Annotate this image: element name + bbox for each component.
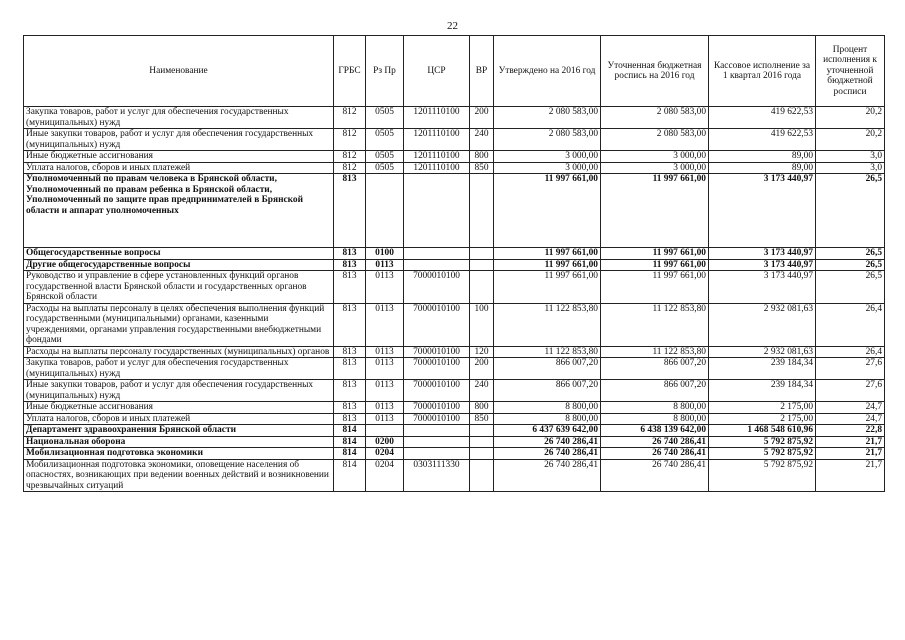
cell-percent: 21,7	[816, 436, 885, 448]
cell-percent: 20,2	[816, 107, 885, 129]
cell-revised: 866 007,20	[601, 358, 709, 380]
header-percent: Процент исполнения к уточненной бюджетной росписи	[816, 36, 885, 107]
cell-cash: 419 622,53	[709, 107, 816, 129]
cell-grbs: 813	[334, 259, 366, 271]
cell-grbs: 813	[334, 358, 366, 380]
cell-rzpr: 0100	[366, 248, 404, 260]
table-row	[24, 459, 885, 492]
cell-csr: 7000010100	[404, 380, 470, 402]
cell-csr: 1201110100	[404, 107, 470, 129]
header-grbs: ГРБС	[334, 36, 366, 107]
cell-grbs: 812	[334, 107, 366, 129]
cell-percent: 26,5	[816, 271, 885, 304]
cell-approved: 11 997 661,00	[494, 248, 601, 260]
cell-rzpr: 0113	[366, 271, 404, 304]
cell-rzpr: 0505	[366, 107, 404, 129]
cell-percent: 24,7	[816, 413, 885, 425]
cell-name: Иные закупки товаров, работ и услуг для обеспечения государственных (муниципальных) нужд	[24, 129, 334, 151]
cell-cash: 3 173 440,97	[709, 259, 816, 271]
cell-vr: 850	[470, 413, 494, 425]
cell-vr	[470, 448, 494, 460]
cell-percent: 21,7	[816, 459, 885, 492]
cell-name: Закупка товаров, работ и услуг для обеспечения государственных (муниципальных) нужд	[24, 358, 334, 380]
cell-vr	[470, 248, 494, 260]
cell-cash: 5 792 875,92	[709, 459, 816, 492]
cell-csr: 7000010100	[404, 271, 470, 304]
cell-csr: 1201110100	[404, 162, 470, 174]
cell-cash: 2 175,00	[709, 413, 816, 425]
cell-approved: 866 007,20	[494, 380, 601, 402]
cell-percent: 22,8	[816, 425, 885, 437]
cell-vr: 120	[470, 346, 494, 358]
cell-rzpr: 0200	[366, 436, 404, 448]
cell-csr: 1201110100	[404, 151, 470, 163]
table-row	[24, 107, 885, 129]
cell-approved: 6 437 639 642,00	[494, 425, 601, 437]
cell-percent: 26,4	[816, 303, 885, 346]
cell-cash: 3 173 440,97	[709, 174, 816, 248]
cell-csr	[404, 448, 470, 460]
cell-name: Мобилизационная подготовка экономики, оповещение населения об опасностях, возникающих при ведении военных действий и возникновении чрезвычайных ситуаций	[24, 459, 334, 492]
table-body	[24, 107, 885, 492]
cell-name: Уплата налогов, сборов и иных платежей	[24, 162, 334, 174]
cell-revised: 3 000,00	[601, 151, 709, 163]
cell-approved: 11 997 661,00	[494, 271, 601, 304]
cell-rzpr: 0505	[366, 129, 404, 151]
cell-approved: 11 997 661,00	[494, 174, 601, 248]
cell-vr	[470, 174, 494, 248]
cell-cash: 89,00	[709, 151, 816, 163]
cell-rzpr: 0113	[366, 303, 404, 346]
cell-grbs: 814	[334, 448, 366, 460]
header-csr: ЦСР	[404, 36, 470, 107]
cell-revised: 11 122 853,80	[601, 303, 709, 346]
cell-vr	[470, 425, 494, 437]
cell-cash: 5 792 875,92	[709, 436, 816, 448]
cell-name: Мобилизационная подготовка экономики	[24, 448, 334, 460]
table-row	[24, 436, 885, 448]
cell-revised: 866 007,20	[601, 380, 709, 402]
header-name: Наименование	[24, 36, 334, 107]
cell-rzpr	[366, 174, 404, 248]
cell-revised: 11 997 661,00	[601, 271, 709, 304]
cell-approved: 3 000,00	[494, 162, 601, 174]
cell-cash: 2 932 081,63	[709, 303, 816, 346]
cell-revised: 26 740 286,41	[601, 448, 709, 460]
cell-rzpr: 0113	[366, 380, 404, 402]
cell-approved: 866 007,20	[494, 358, 601, 380]
cell-revised: 26 740 286,41	[601, 459, 709, 492]
cell-cash: 3 173 440,97	[709, 248, 816, 260]
cell-csr: 7000010100	[404, 402, 470, 414]
cell-csr	[404, 248, 470, 260]
cell-name: Национальная оборона	[24, 436, 334, 448]
cell-name: Уплата налогов, сборов и иных платежей	[24, 413, 334, 425]
cell-cash: 239 184,34	[709, 380, 816, 402]
cell-vr	[470, 459, 494, 492]
cell-revised: 26 740 286,41	[601, 436, 709, 448]
cell-rzpr: 0113	[366, 346, 404, 358]
cell-percent: 26,4	[816, 346, 885, 358]
page-number: 22	[447, 20, 458, 32]
cell-vr: 800	[470, 402, 494, 414]
cell-grbs: 813	[334, 303, 366, 346]
cell-rzpr: 0113	[366, 259, 404, 271]
cell-name: Департамент здравоохранения Брянской области	[24, 425, 334, 437]
table-row	[24, 129, 885, 151]
cell-cash: 419 622,53	[709, 129, 816, 151]
cell-grbs: 813	[334, 271, 366, 304]
cell-grbs: 813	[334, 413, 366, 425]
cell-cash: 2 932 081,63	[709, 346, 816, 358]
cell-csr: 0303111330	[404, 459, 470, 492]
table-row	[24, 346, 885, 358]
cell-grbs: 812	[334, 151, 366, 163]
cell-approved: 11 122 853,80	[494, 346, 601, 358]
cell-rzpr: 0204	[366, 448, 404, 460]
cell-percent: 3,0	[816, 162, 885, 174]
cell-name: Иные закупки товаров, работ и услуг для обеспечения государственных (муниципальных) нужд	[24, 380, 334, 402]
header-vr: ВР	[470, 36, 494, 107]
cell-grbs: 814	[334, 459, 366, 492]
cell-grbs: 812	[334, 129, 366, 151]
cell-cash: 3 173 440,97	[709, 271, 816, 304]
cell-rzpr: 0113	[366, 402, 404, 414]
cell-revised: 6 438 139 642,00	[601, 425, 709, 437]
cell-revised: 2 080 583,00	[601, 107, 709, 129]
cell-rzpr: 0505	[366, 162, 404, 174]
cell-revised: 8 800,00	[601, 402, 709, 414]
cell-csr: 7000010100	[404, 358, 470, 380]
cell-vr	[470, 271, 494, 304]
table-row	[24, 402, 885, 414]
cell-cash: 5 792 875,92	[709, 448, 816, 460]
header-row	[24, 36, 885, 107]
cell-name: Иные бюджетные ассигнования	[24, 151, 334, 163]
table-row	[24, 259, 885, 271]
cell-rzpr: 0204	[366, 459, 404, 492]
cell-approved: 2 080 583,00	[494, 107, 601, 129]
cell-revised: 3 000,00	[601, 162, 709, 174]
header-cash: Кассовое исполнение за 1 квартал 2016 года	[709, 36, 816, 107]
cell-csr: 7000010100	[404, 303, 470, 346]
cell-approved: 26 740 286,41	[494, 459, 601, 492]
cell-percent: 21,7	[816, 448, 885, 460]
cell-vr: 240	[470, 380, 494, 402]
cell-approved: 8 800,00	[494, 402, 601, 414]
cell-grbs: 812	[334, 162, 366, 174]
cell-approved: 11 997 661,00	[494, 259, 601, 271]
header-revised: Уточненная бюджетная роспись на 2016 год	[601, 36, 709, 107]
cell-rzpr: 0505	[366, 151, 404, 163]
cell-approved: 26 740 286,41	[494, 436, 601, 448]
cell-cash: 2 175,00	[709, 402, 816, 414]
cell-percent: 27,6	[816, 380, 885, 402]
cell-csr: 1201110100	[404, 129, 470, 151]
cell-grbs: 813	[334, 248, 366, 260]
cell-approved: 8 800,00	[494, 413, 601, 425]
table-row	[24, 162, 885, 174]
cell-csr: 7000010100	[404, 413, 470, 425]
cell-cash: 1 468 548 610,96	[709, 425, 816, 437]
cell-name: Руководство и управление в сфере установленных функций органов государственной власти Брянской области и государственных органов Брянской области	[24, 271, 334, 304]
cell-percent: 20,2	[816, 129, 885, 151]
table-row	[24, 425, 885, 437]
cell-vr: 200	[470, 107, 494, 129]
cell-approved: 11 122 853,80	[494, 303, 601, 346]
cell-vr	[470, 436, 494, 448]
cell-name: Общегосударственные вопросы	[24, 248, 334, 260]
cell-name: Другие общегосударственные вопросы	[24, 259, 334, 271]
table-row	[24, 380, 885, 402]
cell-cash: 239 184,34	[709, 358, 816, 380]
cell-percent: 26,5	[816, 174, 885, 248]
cell-cash: 89,00	[709, 162, 816, 174]
budget-table	[23, 35, 885, 492]
cell-name: Закупка товаров, работ и услуг для обеспечения государственных (муниципальных) нужд	[24, 107, 334, 129]
cell-approved: 3 000,00	[494, 151, 601, 163]
cell-revised: 11 997 661,00	[601, 174, 709, 248]
cell-vr: 800	[470, 151, 494, 163]
cell-name: Иные бюджетные ассигнования	[24, 402, 334, 414]
cell-csr	[404, 425, 470, 437]
cell-vr: 200	[470, 358, 494, 380]
cell-vr: 850	[470, 162, 494, 174]
cell-approved: 26 740 286,41	[494, 448, 601, 460]
cell-percent: 24,7	[816, 402, 885, 414]
table-row	[24, 271, 885, 304]
cell-rzpr: 0113	[366, 413, 404, 425]
cell-csr	[404, 174, 470, 248]
table-row	[24, 413, 885, 425]
cell-rzpr: 0113	[366, 358, 404, 380]
cell-percent: 3,0	[816, 151, 885, 163]
table-row	[24, 358, 885, 380]
header-approved: Утверждено на 2016 год	[494, 36, 601, 107]
table-row	[24, 303, 885, 346]
cell-name: Расходы на выплаты персоналу в целях обеспечения выполнения функций государственными (муниципальными) органами, казенными учреждениями, органами управления государственными внебюджетными фондами	[24, 303, 334, 346]
cell-revised: 11 997 661,00	[601, 259, 709, 271]
table-row	[24, 174, 885, 248]
table-row	[24, 151, 885, 163]
cell-revised: 2 080 583,00	[601, 129, 709, 151]
header-rzpr: Рз Пр	[366, 36, 404, 107]
cell-grbs: 813	[334, 174, 366, 248]
cell-percent: 26,5	[816, 248, 885, 260]
cell-revised: 11 122 853,80	[601, 346, 709, 358]
cell-percent: 27,6	[816, 358, 885, 380]
cell-rzpr	[366, 425, 404, 437]
cell-percent: 26,5	[816, 259, 885, 271]
cell-revised: 8 800,00	[601, 413, 709, 425]
cell-approved: 2 080 583,00	[494, 129, 601, 151]
cell-csr	[404, 436, 470, 448]
cell-csr: 7000010100	[404, 346, 470, 358]
cell-grbs: 814	[334, 436, 366, 448]
cell-csr	[404, 259, 470, 271]
cell-revised: 11 997 661,00	[601, 248, 709, 260]
cell-grbs: 814	[334, 425, 366, 437]
cell-name: Расходы на выплаты персоналу государственных (муниципальных) органов	[24, 346, 334, 358]
cell-name: Уполномоченный по правам человека в Брянской области, Уполномоченный по правам ребенка в Брянской области, Уполномоченный по защите прав предпринимателей в Брянской области и аппарат уполномоченных	[24, 174, 334, 248]
cell-grbs: 813	[334, 346, 366, 358]
table-row	[24, 448, 885, 460]
cell-vr	[470, 259, 494, 271]
cell-grbs: 813	[334, 402, 366, 414]
cell-vr: 100	[470, 303, 494, 346]
cell-grbs: 813	[334, 380, 366, 402]
cell-vr: 240	[470, 129, 494, 151]
table-row	[24, 248, 885, 260]
